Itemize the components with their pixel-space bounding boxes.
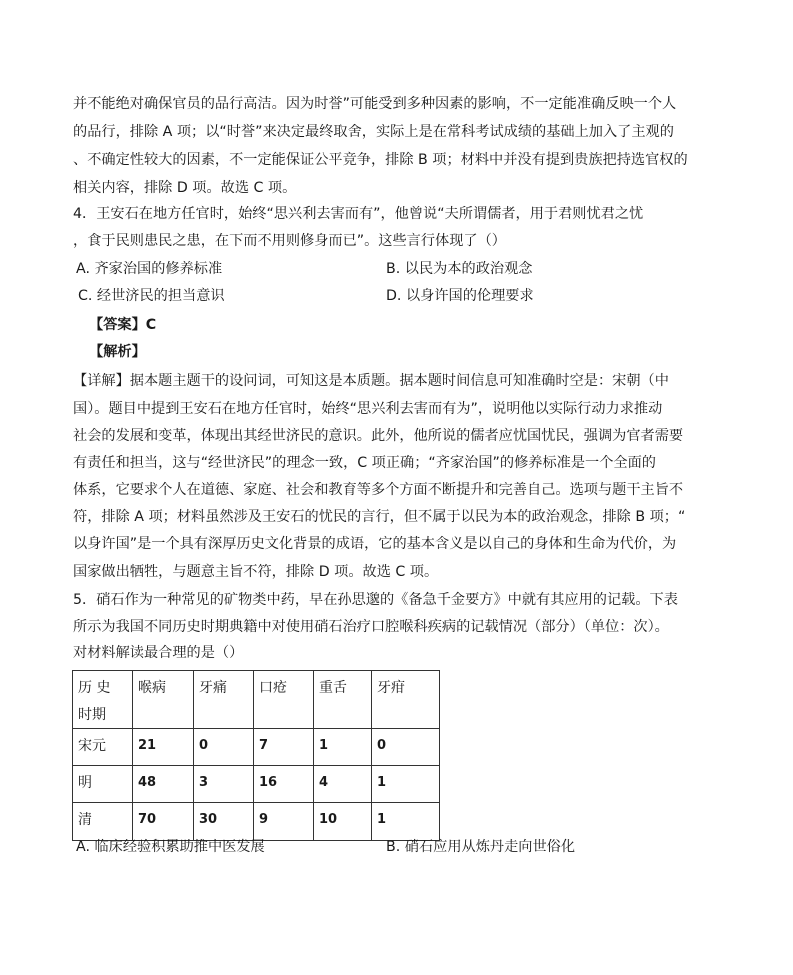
- table-row: [73, 766, 440, 803]
- value-cell: 16: [254, 766, 314, 803]
- q4-analysis-line-1: 【详解】据本题主题干的设问词，可知这是本质题。据本题时间信息可知准确时空是：宋朝（中: [73, 373, 669, 389]
- q4-option-d: D. 以身许国的伦理要求: [386, 288, 534, 304]
- value-cell: 3: [194, 766, 254, 803]
- q4-analysis-line-8: 国家做出牺牲，与题意主旨不符，排除 D 项。故选 C 项。: [73, 564, 439, 580]
- header-period-cell: [73, 671, 133, 729]
- q5-option-a: A. 临床经验积累助推中医发展: [76, 839, 265, 855]
- value-cell: 7: [254, 729, 314, 766]
- q4-analysis-line-5: 体系，它要求个人在道德、家庭、社会和教育等多个方面不断提升和完善自己。选项与题干主旨不: [73, 482, 684, 498]
- period-cell: 宋元: [73, 729, 133, 766]
- continuation-line-4: 相关内容，排除 D 项。故选 C 项。: [73, 180, 297, 196]
- q4-analysis-line-4: 有责任和担当，这与“经世济民”的理念一致，C 项正确；“齐家治国”的修养标准是一个全面的: [73, 455, 656, 471]
- value-cell: 0: [194, 729, 254, 766]
- q5-stem-line-1: 5．硝石作为一种常见的矿物类中药，早在孙思邈的《备急千金要方》中就有其应用的记载。下表: [73, 592, 678, 608]
- value-cell: 1: [314, 729, 372, 766]
- q4-analysis-line-6: 符，排除 A 项；材料虽然涉及王安石的忧民的言行，但不属于以民为本的政治观念，排除 B 项；“: [73, 509, 686, 525]
- value-cell: 70: [133, 803, 194, 841]
- period-cell: 清: [73, 803, 133, 841]
- header-cell: 重舌: [314, 671, 372, 729]
- q5-stem-line-2: 所示为我国不同历史时期典籍中对使用硝石治疗口腔喉科疾病的记载情况（部分）（单位：次）。: [73, 619, 669, 635]
- continuation-line-2: 的品行，排除 A 项；以“时誉”来决定最终取舍，实际上是在常科考试成绩的基础上加入了主观的: [73, 124, 674, 140]
- q4-analysis-line-7: 以身许国”是一个具有深厚历史文化背景的成语，它的基本含义是以自己的身体和生命为代价，为: [73, 536, 677, 552]
- table-header-row: [73, 671, 440, 729]
- q4-option-c: C. 经世济民的担当意识: [78, 288, 225, 304]
- value-cell: 1: [372, 803, 440, 841]
- table-row: [73, 729, 440, 766]
- header-cell: 喉病: [133, 671, 194, 729]
- q5-option-b: B. 硝石应用从炼丹走向世俗化: [386, 839, 576, 855]
- value-cell: 4: [314, 766, 372, 803]
- value-cell: 21: [133, 729, 194, 766]
- continuation-line-3: 、不确定性较大的因素，不一定能保证公平竞争，排除 B 项；材料中并没有提到贵族把持选官权的: [73, 152, 688, 168]
- header-cell: 牙疳: [372, 671, 440, 729]
- continuation-line-1: 并不能绝对确保官员的品行高洁。因为时誉”可能受到多种因素的影响，不一定能准确反映一个人: [73, 96, 677, 112]
- q4-analysis-line-3: 社会的发展和变革，体现出其经世济民的意识。此外，他所说的儒者应忧国忧民，强调为官者需要: [73, 428, 684, 444]
- value-cell: 1: [372, 766, 440, 803]
- q4-analysis-label: 【解析】: [89, 344, 146, 360]
- q4-stem-line-2: ，食于民则患民之患，在下而不用则修身而已”。这些言行体现了（）: [73, 233, 506, 249]
- header-cell: 牙痛: [194, 671, 254, 729]
- header-period-line-2: 时期: [78, 707, 106, 723]
- value-cell: 30: [194, 803, 254, 841]
- q5-data-table: [72, 670, 440, 841]
- header-cell: 口疮: [254, 671, 314, 729]
- value-cell: 48: [133, 766, 194, 803]
- q4-stem-line-1: 4．王安石在地方任官时，始终“思兴利去害而有”，他曾说“夫所谓儒者，用于君则忧君之忧: [73, 206, 644, 222]
- q4-option-a: A. 齐家治国的修养标准: [76, 261, 223, 277]
- table-row: [73, 803, 440, 841]
- q4-option-b: B. 以民为本的政治观念: [386, 261, 533, 277]
- header-period-line-1: 历 史: [78, 680, 111, 696]
- value-cell: 9: [254, 803, 314, 841]
- value-cell: 10: [314, 803, 372, 841]
- q5-stem-line-3: 对材料解读最合理的是（）: [73, 645, 244, 661]
- q4-analysis-line-2: 国）。题目中提到王安石在地方任官时，始终“思兴利去害而有为”，说明他以实际行动力求推动: [73, 401, 663, 417]
- period-cell: 明: [73, 766, 133, 803]
- q4-answer: 【答案】C: [89, 317, 157, 333]
- value-cell: 0: [372, 729, 440, 766]
